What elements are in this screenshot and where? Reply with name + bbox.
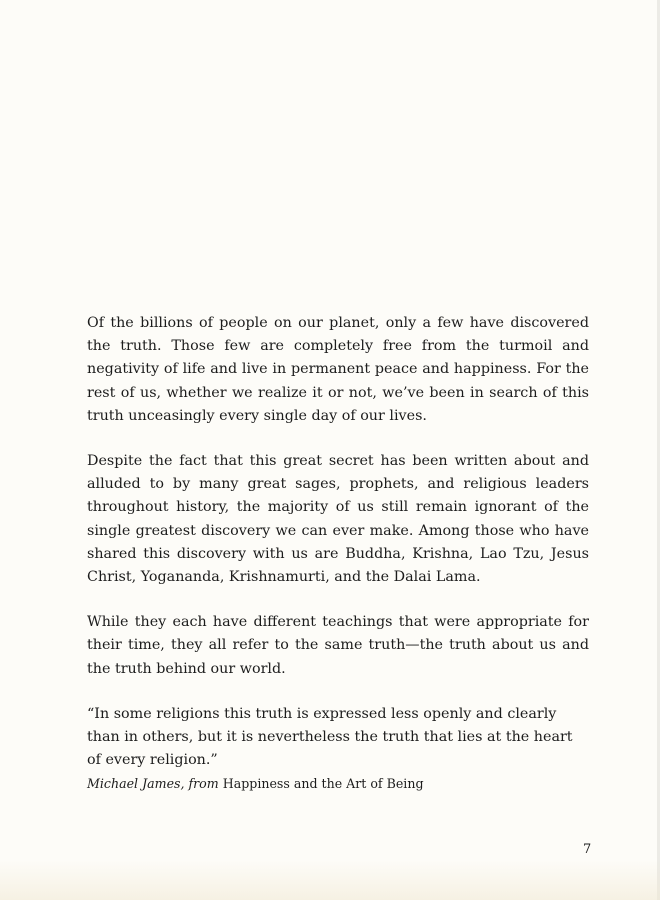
page-number: 7	[583, 842, 592, 857]
quote-source-title: Happiness and the Art of Being	[222, 776, 424, 792]
paper-tint	[0, 860, 660, 900]
quote-attribution	[87, 774, 589, 794]
quote-from: from	[184, 776, 223, 792]
block-quote: “In some religions this truth is expressed less openly and clearly than in others, but it is nevertheless the truth that lies at the heart of every religion.”	[87, 705, 573, 769]
paragraph-3: While they each have different teachings that were appropriate for their time, they all refer to the same truth—the truth about us and the truth behind our world.	[87, 614, 589, 677]
quote-author: Michael James,	[87, 776, 185, 792]
paragraph-1: Of the billions of people on our planet, only a few have discovered the truth. Those few are completely free from the turmoil and negativity of life and live in permanent peace and happiness. For the rest of us, whether we realize it or not, we’ve been in search of this truth unceasingly every single day of our lives.	[87, 315, 589, 424]
body-text	[87, 312, 589, 794]
paragraph-2: Despite the fact that this great secret has been written about and alluded to by many great sages, prophets, and religious leaders throughout history, the majority of us still remain ignorant of the single greatest discovery we can ever make. Among those who have shared this discovery with us are Buddha, Krishna, Lao Tzu, Jesus Christ, Yogananda, Krishnamurti, and the Dalai Lama.	[87, 453, 589, 586]
